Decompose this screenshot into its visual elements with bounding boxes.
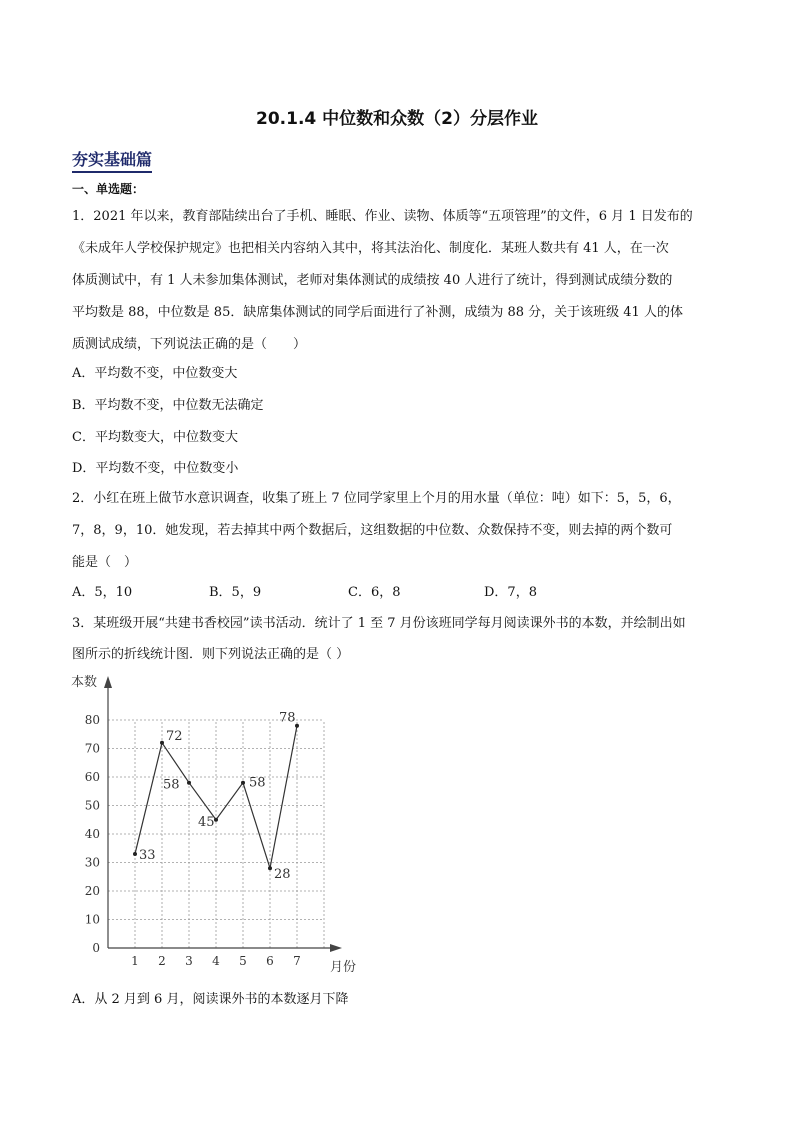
- y-tick-label: 0: [92, 941, 100, 955]
- data-point: [187, 781, 191, 785]
- x-tick-label: 5: [239, 954, 247, 968]
- q1-line: 质测试成绩，下列说法正确的是（ ）: [72, 337, 307, 352]
- x-tick-label: 4: [212, 954, 220, 968]
- chart-ticks: [84, 710, 301, 968]
- q2-line: 2．小红在班上做节水意识调查，收集了班上 7 位同学家里上个月的用水量（单位：吨）如下：5，5，6，: [72, 491, 681, 506]
- y-tick-label: 50: [84, 798, 100, 813]
- q2-option-a[interactable]: A．5，10: [72, 585, 133, 600]
- data-label: 78: [279, 710, 296, 726]
- y-tick-label: 20: [84, 884, 100, 898]
- q1-line: 《未成年人学校保护规定》也把相关内容纳入其中，将其法治化、制度化．某班人数共有 41 人，在一次: [72, 241, 669, 256]
- x-tick-label: 1: [131, 954, 139, 968]
- data-point: [268, 866, 272, 870]
- q1-option-d[interactable]: D．平均数不变，中位数变小: [72, 461, 239, 476]
- subsection-heading: 一、单选题：: [72, 182, 145, 196]
- data-label: 33: [139, 847, 156, 863]
- y-tick-label: 10: [84, 912, 100, 927]
- q2-line: 7，8，9，10．她发现，若去掉其中两个数据后，这组数据的中位数、众数保持不变，则去掉的两个数可: [72, 523, 673, 538]
- y-tick-label: 60: [84, 770, 100, 784]
- x-axis-label: 月份: [330, 960, 357, 975]
- page-title: 20.1.4 中位数和众数（2）分层作业: [256, 109, 538, 129]
- q2-line: 能是（ ）: [72, 555, 138, 570]
- q3-option-a[interactable]: A．从 2 月到 6 月，阅读课外书的本数逐月下降: [72, 992, 349, 1007]
- q1-option-b[interactable]: B．平均数不变，中位数无法确定: [72, 398, 264, 413]
- q3-line: 3．某班级开展“共建书香校园”读书活动．统计了 1 至 7 月份该班同学每月阅读课外书的本数，并绘制出如: [72, 616, 686, 631]
- y-tick-label: 30: [84, 855, 100, 870]
- q2-option-d[interactable]: D．7，8: [484, 585, 537, 600]
- y-tick-label: 80: [84, 713, 100, 727]
- x-tick-label: 7: [293, 954, 301, 968]
- data-label: 45: [198, 814, 215, 830]
- data-label: 28: [274, 867, 291, 883]
- y-axis-arrow: [104, 676, 112, 688]
- x-tick-label: 6: [266, 954, 274, 968]
- data-point: [214, 818, 218, 822]
- y-tick-label: 40: [84, 827, 100, 841]
- data-point: [241, 781, 245, 785]
- x-tick-label: 2: [158, 954, 166, 968]
- data-label: 58: [249, 775, 266, 791]
- q3-line: 图所示的折线统计图．则下列说法正确的是（ ）: [72, 647, 350, 662]
- y-tick-label: 70: [84, 741, 100, 756]
- x-tick-label: 3: [185, 954, 193, 968]
- q1-line: 平均数是 88，中位数是 85．缺席集体测试的同学后面进行了补测，成绩为 88 分，关于该班级 41 人的体: [72, 305, 683, 320]
- x-axis-arrow: [330, 944, 342, 952]
- data-label: 72: [166, 728, 183, 744]
- q2-option-c[interactable]: C．6，8: [348, 585, 401, 600]
- section-heading: 夯实基础篇: [72, 147, 152, 173]
- data-label: 58: [163, 777, 180, 793]
- q1-line: 体质测试中，有 1 人未参加集体测试，老师对集体测试的成绩按 40 人进行了统计，得到测试成绩分数的: [72, 273, 673, 288]
- q1-option-a[interactable]: A．平均数不变，中位数变大: [72, 366, 238, 381]
- y-axis-label: 本数: [71, 675, 98, 690]
- chart-series: [133, 711, 299, 883]
- data-point: [295, 724, 299, 728]
- q1-line: 1．2021 年以来，教育部陆续出台了手机、睡眠、作业、读物、体质等“五项管理”的文件，6 月 1 日发布的: [72, 209, 693, 224]
- data-point: [160, 741, 164, 745]
- q1-option-c[interactable]: C．平均数变大，中位数变大: [72, 430, 238, 445]
- q2-option-b[interactable]: B．5，9: [209, 585, 262, 600]
- data-point: [133, 852, 137, 856]
- chart-axes: [104, 676, 342, 952]
